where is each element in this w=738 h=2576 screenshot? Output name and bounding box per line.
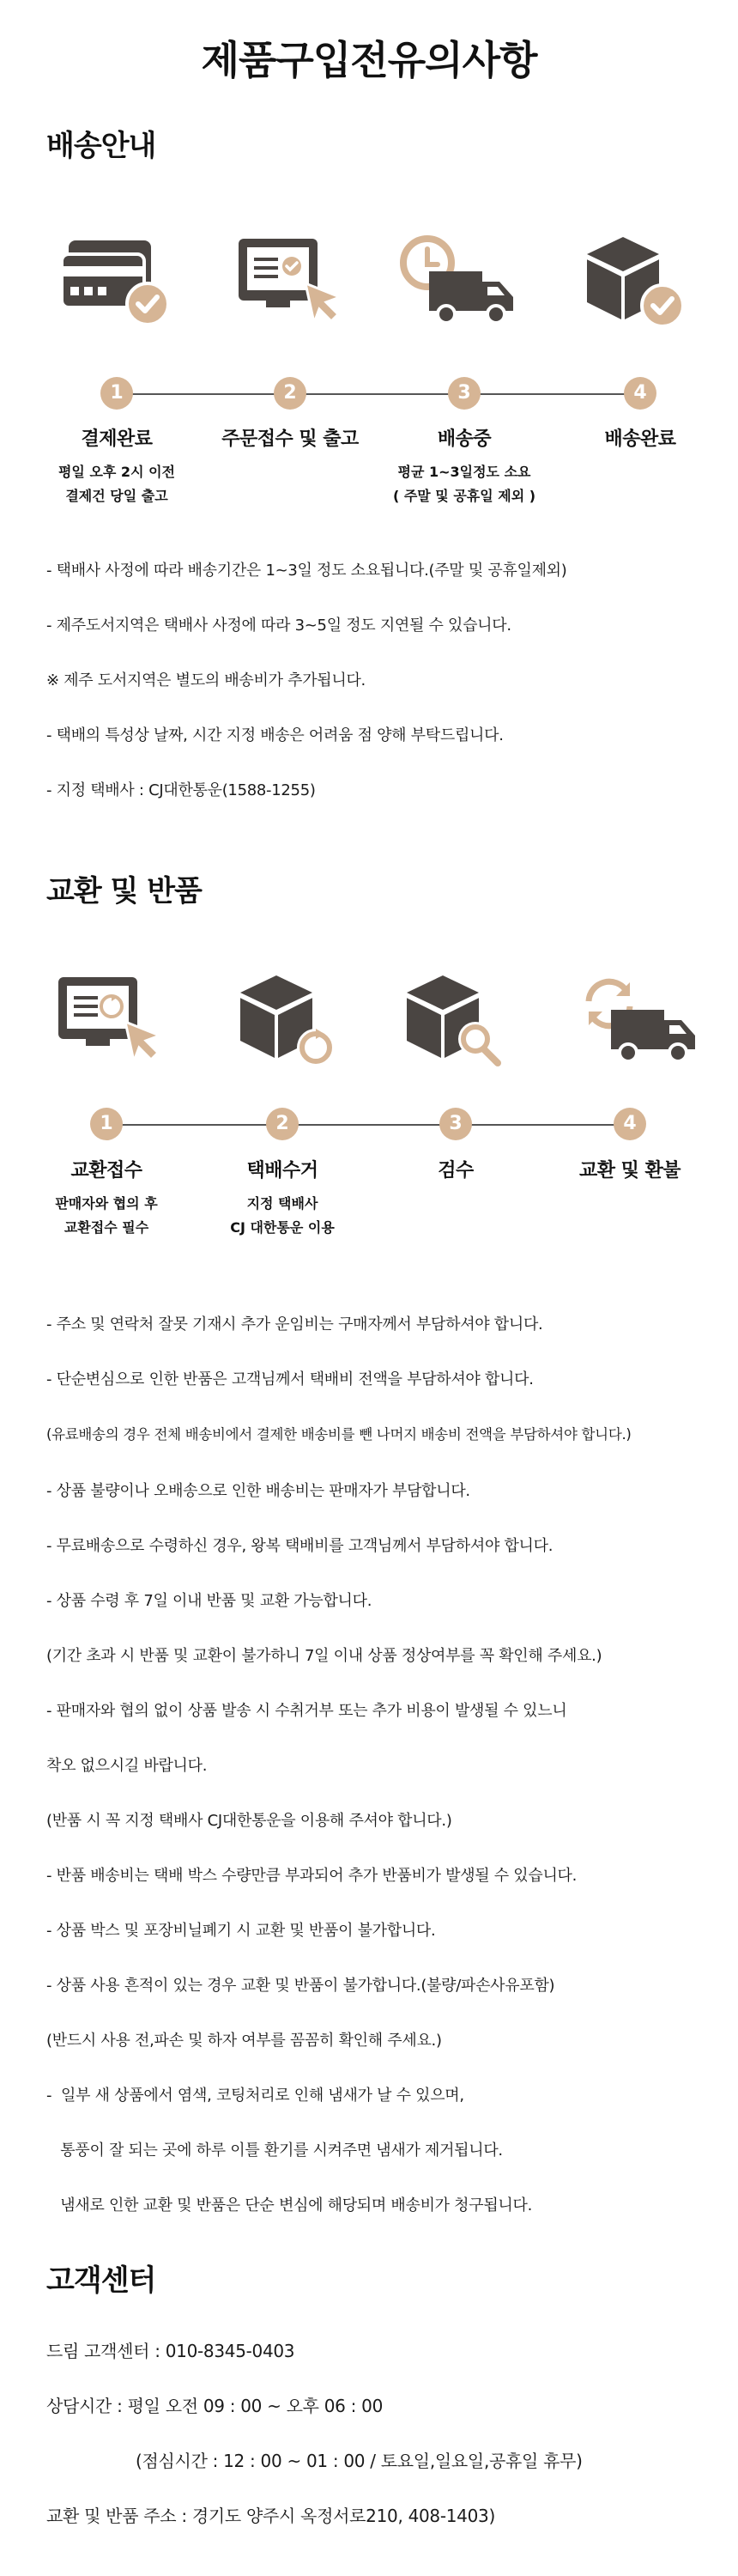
shipping-note: - 지정 택배사 : CJ대한통운(1588-1255): [46, 781, 316, 799]
exchange-step-1-sub-1: 판매자와 협의 후: [55, 1195, 158, 1212]
exchange-note: (반품 시 꼭 지정 택배사 CJ대한통운을 이용해 주셔야 합니다.): [46, 1812, 452, 1830]
exchange-step-4-label: 교환 및 환불: [578, 1160, 681, 1182]
exchange-step-1-number: 1: [90, 1108, 123, 1140]
shipping-step-1-sub-2: 결제건 당일 출고: [65, 488, 168, 504]
exchange-note: - 상품 박스 및 포장비닐폐기 시 교환 및 반품이 불가합니다.: [46, 1922, 436, 1940]
exchange-note: (유료배송의 경우 전체 배송비에서 결제한 배송비를 뺀 나머지 배송비 전액을 부담하셔야 합니다.): [46, 1426, 632, 1443]
exchange-note: 냄새로 인한 교환 및 반품은 단순 변심에 해당되며 배송비가 청구됩니다.: [46, 2196, 533, 2215]
customer-center-hours: 상담시간 : 평일 오전 09 : 00 ~ 오후 06 : 00: [46, 2396, 384, 2416]
exchange-step-4-number: 4: [614, 1108, 646, 1140]
exchange-note: - 상품 사용 흔적이 있는 경우 교환 및 반품이 불가합니다.(불량/파손사유포함): [46, 1977, 555, 1995]
exchange-timeline: [106, 1124, 630, 1126]
exchange-note: - 주소 및 연락처 잘못 기재시 추가 운임비는 구매자께서 부담하셔야 합니다.: [46, 1315, 543, 1334]
shipping-step-2-number: 2: [274, 377, 306, 410]
shipping-step-4-number: 4: [624, 377, 656, 410]
exchange-step-1-label: 교환접수: [70, 1160, 142, 1182]
shipping-timeline: [117, 393, 640, 395]
shipping-step-3-number: 3: [448, 377, 481, 410]
customer-center-address: 교환 및 반품 주소 : 경기도 양주시 옥정서로210, 408-1403): [46, 2506, 495, 2526]
monitor-cursor-icon: [232, 232, 352, 343]
shipping-heading: 배송안내: [46, 129, 156, 163]
exchange-note: - 단순변심으로 인한 반품은 고객님께서 택배비 전액을 부담하셔야 합니다.: [46, 1370, 534, 1388]
exchange-note: (반드시 사용 전,파손 및 하자 여부를 꼼꼼히 확인해 주세요.): [46, 2032, 442, 2050]
exchange-step-3-label: 검수: [438, 1160, 474, 1182]
exchange-note: - 상품 수령 후 7일 이내 반품 및 교환 가능합니다.: [46, 1592, 372, 1610]
shipping-note: - 택배사 사정에 따라 배송기간은 1~3일 정도 소요됩니다.(주말 및 공휴일제외): [46, 562, 567, 580]
exchange-note: - 판매자와 협의 없이 상품 발송 시 수취거부 또는 추가 비용이 발생될 수 있느니: [46, 1702, 567, 1720]
exchange-step-2-label: 택배수거: [246, 1160, 318, 1182]
exchange-step-2-number: 2: [266, 1108, 299, 1140]
customer-center-lunch: (점심시간 : 12 : 00 ~ 01 : 00 / 토요일,일요일,공휴일 휴무): [136, 2451, 583, 2471]
shipping-note: - 제주도서지역은 택배사 사정에 따라 3~5일 정도 지연될 수 있습니다.: [46, 617, 511, 635]
exchange-heading: 교환 및 반품: [46, 874, 202, 908]
shipping-step-3-label: 배송중: [437, 428, 492, 450]
refresh-truck-icon: [578, 970, 699, 1082]
page-title: 제품구입전유의사항: [201, 37, 537, 83]
exchange-note: - 상품 불량이나 오배송으로 인한 배송비는 판매자가 부담합니다.: [46, 1482, 470, 1500]
box-check-icon: [580, 232, 700, 343]
exchange-note: 통풍이 잘 되는 곳에 하루 이틀 환기를 시켜주면 냄새가 제거됩니다.: [46, 2142, 503, 2160]
customer-center-phone: 드림 고객센터 : 010-8345-0403: [46, 2341, 295, 2361]
shipping-note: - 택배의 특성상 날짜, 시간 지정 배송은 어려움 점 양해 부탁드립니다.: [46, 726, 504, 744]
shipping-step-1-sub-1: 평일 오후 2시 이전: [57, 464, 176, 480]
exchange-step-1-sub-2: 교환접수 필수: [64, 1219, 149, 1236]
credit-card-check-icon: [58, 232, 178, 343]
shipping-step-3-sub-1: 평균 1~3일정도 소요: [397, 464, 531, 480]
shipping-note: ※ 제주 도서지역은 별도의 배송비가 추가됩니다.: [46, 671, 366, 690]
shipping-step-3-sub-2: ( 주말 및 공휴일 제외 ): [392, 488, 536, 504]
clock-truck-icon: [396, 232, 517, 343]
exchange-step-3-number: 3: [439, 1108, 472, 1140]
shipping-step-4-label: 배송완료: [604, 428, 676, 450]
shipping-step-1-number: 1: [100, 377, 133, 410]
exchange-note: (기간 초과 시 반품 및 교환이 불가하니 7일 이내 상품 정상여부를 꼭 확인해 주세요.): [46, 1647, 602, 1665]
monitor-cursor-refresh-icon: [51, 970, 172, 1082]
exchange-note: - 반품 배송비는 택배 박스 수량만큼 부과되어 추가 반품비가 발생될 수 있습니다.: [46, 1867, 578, 1885]
exchange-note: - 일부 새 상품에서 염색, 코팅처리로 인해 냄새가 날 수 있으며,: [46, 2087, 464, 2105]
exchange-note: - 무료배송으로 수령하신 경우, 왕복 택배비를 고객님께서 부담하셔야 합니다.: [46, 1537, 554, 1555]
shipping-step-1-label: 결제완료: [81, 428, 153, 450]
box-refresh-icon: [233, 970, 354, 1082]
box-search-icon: [400, 970, 520, 1082]
shipping-step-2-label: 주문접수 및 출고: [221, 428, 359, 450]
customer-center-heading: 고객센터: [46, 2263, 156, 2298]
exchange-step-2-sub-2: CJ 대한통운 이용: [230, 1219, 335, 1236]
exchange-note: 착오 없으시길 바랍니다.: [46, 1757, 208, 1775]
exchange-step-2-sub-1: 지정 택배사: [246, 1195, 318, 1212]
